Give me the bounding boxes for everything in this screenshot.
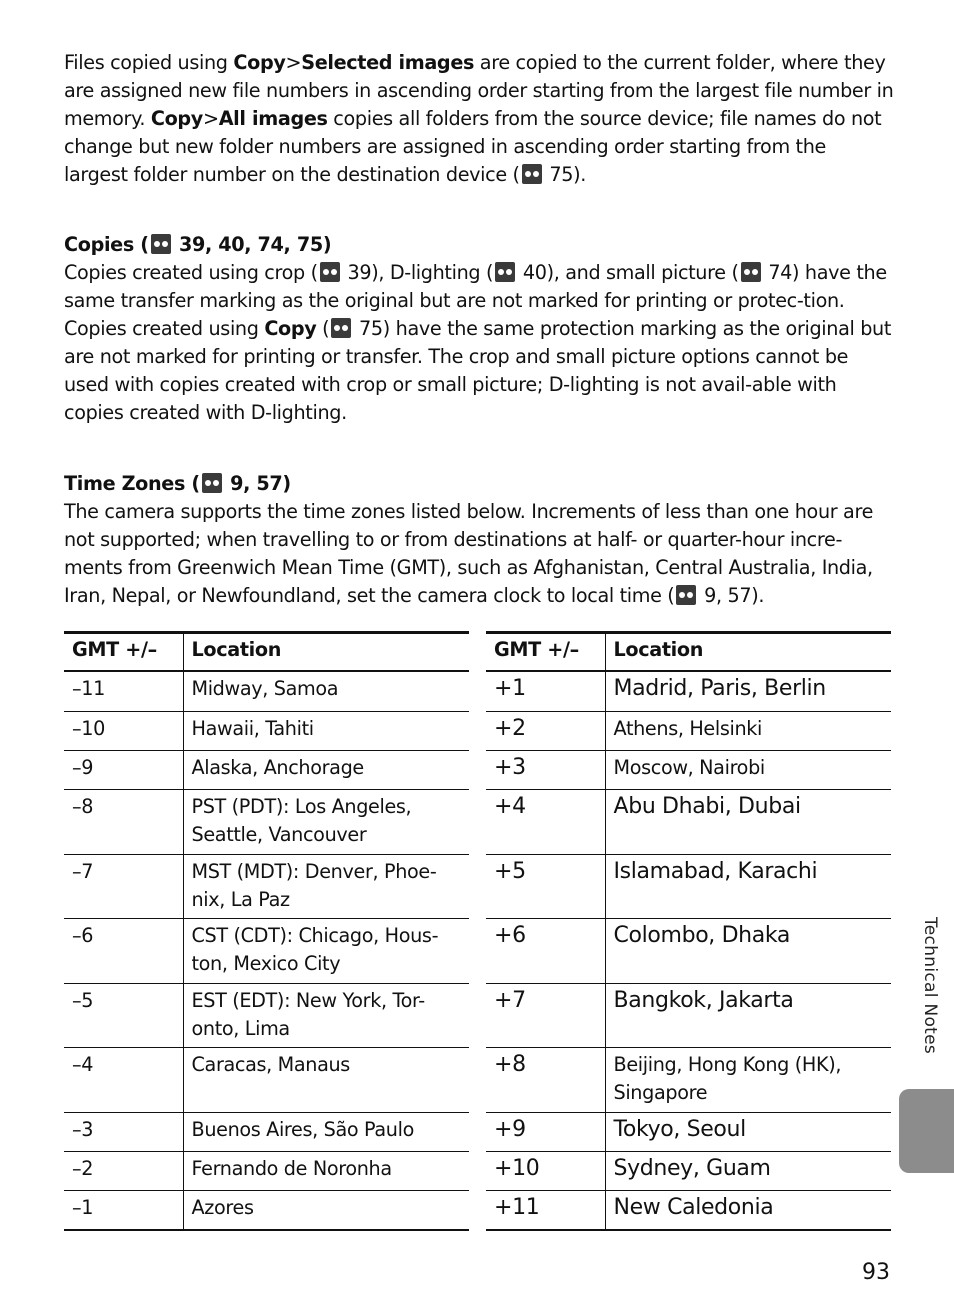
table-row xyxy=(486,1151,891,1190)
page-reference-icon xyxy=(495,262,515,282)
page-reference-icon xyxy=(151,234,171,254)
gmt-offset: +8 xyxy=(486,1047,605,1112)
table-row xyxy=(486,750,891,789)
gmt-offset: +9 xyxy=(486,1112,605,1151)
location: Islamabad, Karachi xyxy=(605,854,891,918)
location-column-header: Location xyxy=(605,633,891,672)
table-row xyxy=(486,711,891,750)
table-row xyxy=(486,983,891,1047)
table-row xyxy=(486,1112,891,1151)
table-row xyxy=(64,983,469,1047)
gmt-offset: –1 xyxy=(64,1190,183,1230)
table-row xyxy=(486,789,891,854)
table-row xyxy=(486,1047,891,1112)
table-row xyxy=(64,1190,469,1230)
location: Sydney, Guam xyxy=(605,1151,891,1190)
location: CST (CDT): Chicago, Hous-ton, Mexico City xyxy=(183,918,469,983)
gmt-offset: +3 xyxy=(486,750,605,789)
table-row xyxy=(64,789,469,854)
location: EST (EDT): New York, Tor-onto, Lima xyxy=(183,983,469,1047)
page-reference-icon xyxy=(202,473,222,493)
location-column-header: Location xyxy=(183,633,469,672)
table-row xyxy=(64,1047,469,1112)
gmt-offset: –10 xyxy=(64,711,183,750)
copies-heading: Copies ( 39, 40, 74, 75) xyxy=(64,233,332,256)
table-row xyxy=(64,854,469,918)
page-reference-icon xyxy=(331,318,351,338)
location: Fernando de Noronha xyxy=(183,1151,469,1190)
gmt-column-header: GMT +/– xyxy=(64,633,183,672)
gmt-offset: +7 xyxy=(486,983,605,1047)
page-reference-icon xyxy=(522,164,542,184)
table-row xyxy=(64,750,469,789)
location: Hawaii, Tahiti xyxy=(183,711,469,750)
gmt-offset: +10 xyxy=(486,1151,605,1190)
table-row xyxy=(64,1112,469,1151)
location: MST (MDT): Denver, Phoe-nix, La Paz xyxy=(183,854,469,918)
location: Caracas, Manaus xyxy=(183,1047,469,1112)
gmt-offset: –9 xyxy=(64,750,183,789)
time-zone-table-west xyxy=(64,631,469,1231)
table-row xyxy=(486,671,891,711)
location: Bangkok, Jakarta xyxy=(605,983,891,1047)
table-row xyxy=(486,854,891,918)
gmt-offset: +4 xyxy=(486,789,605,854)
gmt-offset: +1 xyxy=(486,671,605,711)
section-thumb-tab xyxy=(899,1089,954,1173)
table-row xyxy=(64,671,469,711)
time-zone-table-east xyxy=(486,631,891,1231)
gmt-offset: –11 xyxy=(64,671,183,711)
location: Abu Dhabi, Dubai xyxy=(605,789,891,854)
time-zones-heading: Time Zones ( 9, 57) xyxy=(64,472,291,495)
location: Moscow, Nairobi xyxy=(605,750,891,789)
table-row xyxy=(64,1151,469,1190)
page-number: 93 xyxy=(862,1260,890,1285)
table-header-row xyxy=(486,633,891,672)
location: Beijing, Hong Kong (HK), Singapore xyxy=(605,1047,891,1112)
location: PST (PDT): Los Angeles, Seattle, Vancouver xyxy=(183,789,469,854)
location: New Caledonia xyxy=(605,1190,891,1230)
gmt-offset: –6 xyxy=(64,918,183,983)
gmt-offset: –3 xyxy=(64,1112,183,1151)
gmt-offset: –2 xyxy=(64,1151,183,1190)
location: Midway, Samoa xyxy=(183,671,469,711)
gmt-offset: +2 xyxy=(486,711,605,750)
location: Colombo, Dhaka xyxy=(605,918,891,983)
intro-paragraph: Files copied using Copy>Selected images are copied to the current folder, where they are assigned new file numbers in ascending order starting from the largest file number in memory. Copy>All images copies all folders from the source device; file names do not change but new folder numbers are assigned in ascending order starting from the largest folder number on the destination device ( 75). xyxy=(64,51,894,186)
gmt-column-header: GMT +/– xyxy=(486,633,605,672)
location: Tokyo, Seoul xyxy=(605,1112,891,1151)
location: Buenos Aires, São Paulo xyxy=(183,1112,469,1151)
table-header-row xyxy=(64,633,469,672)
gmt-offset: –5 xyxy=(64,983,183,1047)
gmt-offset: –4 xyxy=(64,1047,183,1112)
location: Alaska, Anchorage xyxy=(183,750,469,789)
gmt-offset: –8 xyxy=(64,789,183,854)
copies-section: Copies ( 39, 40, 74, 75) Copies created using crop ( 39), D-lighting ( 40), and small picture ( 74) have the same transfer marking as the original but are not marked for printing or protec-tion. Copies created using Copy ( 75) have the same protection marking as the original but are not marked for printing or transfer. The crop and small picture options cannot be used with copies created with crop or small picture; D-lighting is not avail-able with copies created with D-lighting. xyxy=(64,233,892,424)
page-reference-icon xyxy=(741,262,761,282)
table-row xyxy=(486,1190,891,1230)
table-row xyxy=(64,918,469,983)
table-row xyxy=(64,711,469,750)
page-reference-icon xyxy=(320,262,340,282)
gmt-offset: –7 xyxy=(64,854,183,918)
gmt-offset: +11 xyxy=(486,1190,605,1230)
gmt-offset: +6 xyxy=(486,918,605,983)
page-reference-icon xyxy=(676,585,696,605)
section-side-label: Technical Notes xyxy=(920,917,940,1055)
time-zones-section: Time Zones ( 9, 57) The camera supports the time zones listed below. Increments of less than one hour are not supported; when travelling to or from destinations at half- or quarter-hour incre-ments from Greenwich Mean Time (GMT), such as Afghanistan, Central Australia, India, Iran, Nepal, or Newfoundland, set the camera clock to local time ( 9, 57). xyxy=(64,472,874,607)
location: Athens, Helsinki xyxy=(605,711,891,750)
table-row xyxy=(486,918,891,983)
location: Azores xyxy=(183,1190,469,1230)
location: Madrid, Paris, Berlin xyxy=(605,671,891,711)
gmt-offset: +5 xyxy=(486,854,605,918)
